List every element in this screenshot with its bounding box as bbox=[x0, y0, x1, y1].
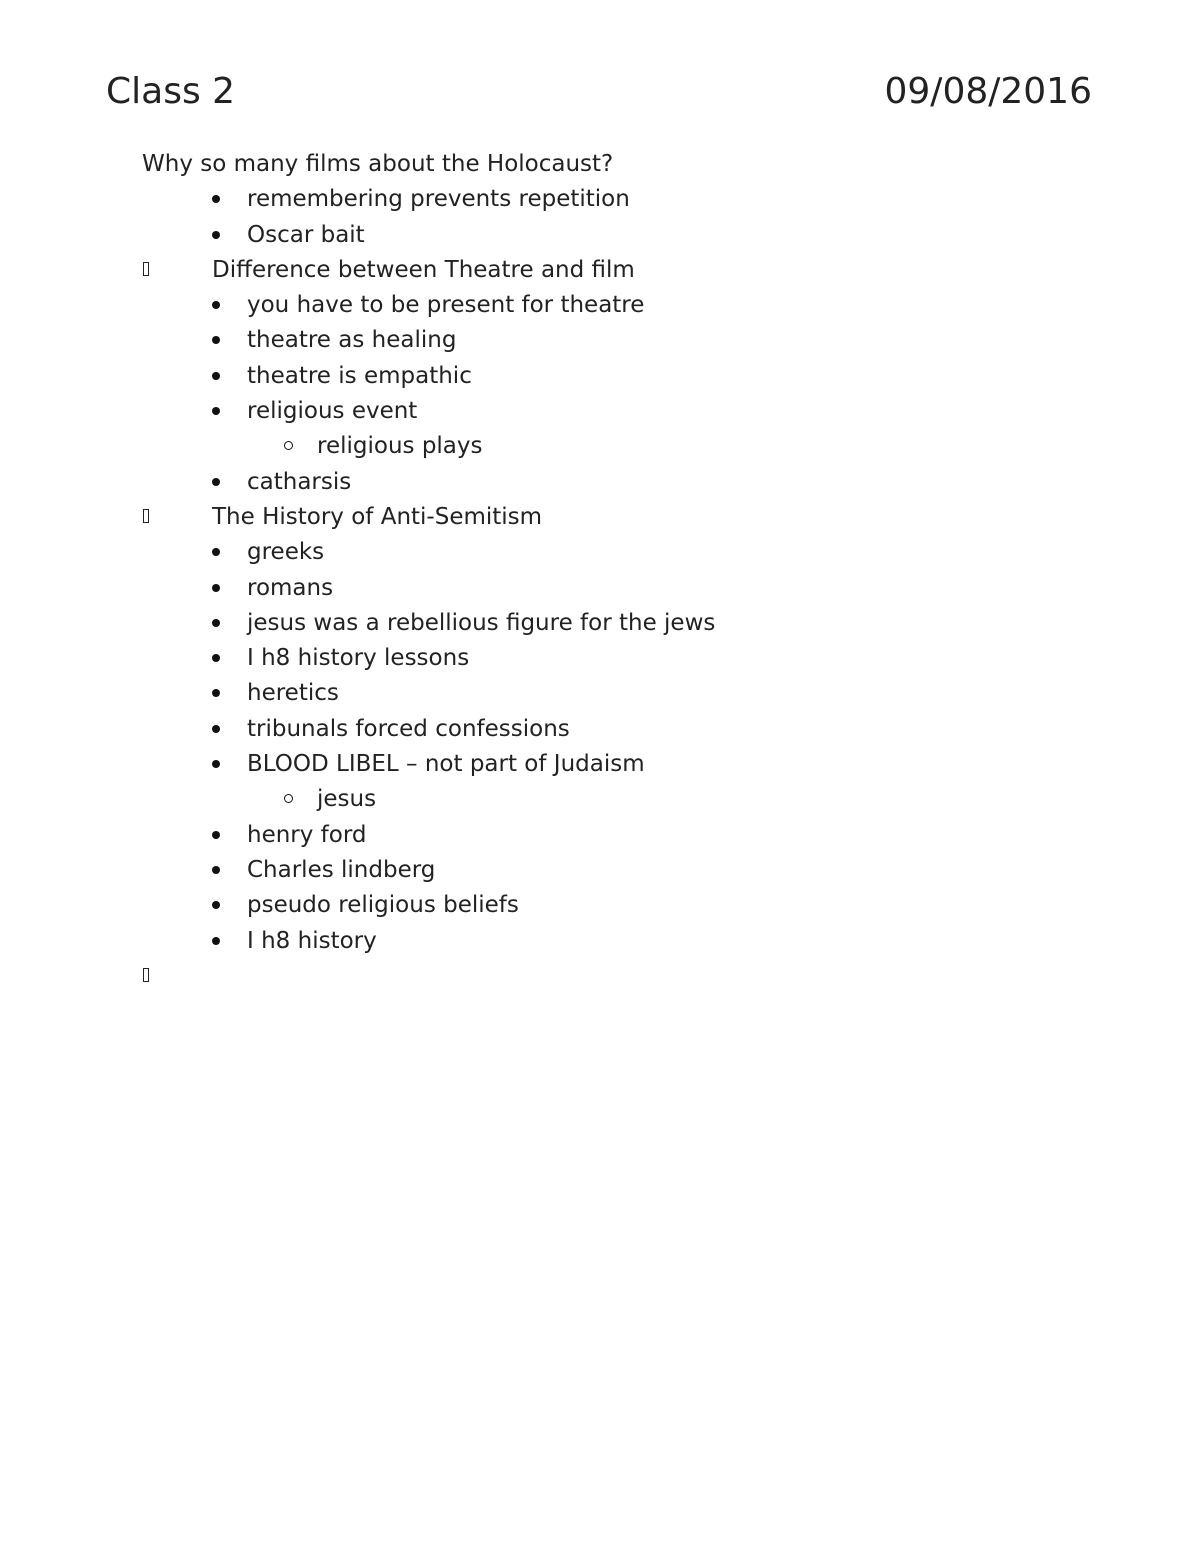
bullet-icon bbox=[212, 866, 220, 874]
bullet-icon bbox=[212, 760, 220, 768]
list-item-text: tribunals forced confessions bbox=[247, 715, 570, 742]
bullet-icon bbox=[212, 937, 220, 945]
bullet-icon bbox=[212, 372, 220, 380]
list-item-text: Charles lindberg bbox=[247, 856, 436, 883]
list-item bbox=[0, 853, 1200, 888]
list-item bbox=[0, 712, 1200, 747]
list-item bbox=[0, 888, 1200, 923]
list-item bbox=[0, 500, 1200, 535]
bullet-icon bbox=[212, 901, 220, 909]
list-item-text: pseudo religious beliefs bbox=[247, 892, 519, 919]
bullet-icon bbox=[212, 689, 220, 697]
missing-glyph-icon bbox=[143, 509, 149, 523]
list-item bbox=[0, 394, 1200, 429]
bullet-icon bbox=[212, 231, 220, 239]
list-item bbox=[0, 535, 1200, 570]
list-item bbox=[0, 147, 1200, 182]
list-item bbox=[0, 924, 1200, 959]
list-item-text: Difference between Theatre and film bbox=[212, 256, 635, 283]
list-item-text: jesus was a rebellious figure for the jews bbox=[247, 609, 716, 636]
hollow-bullet-icon bbox=[284, 794, 293, 803]
list-item-text: catharsis bbox=[247, 468, 352, 495]
bullet-icon bbox=[212, 336, 220, 344]
list-item bbox=[0, 323, 1200, 358]
list-item bbox=[0, 959, 1200, 994]
bullet-icon bbox=[212, 548, 220, 556]
bullet-icon bbox=[212, 301, 220, 309]
bullet-icon bbox=[212, 478, 220, 486]
list-item-text: Why so many films about the Holocaust? bbox=[142, 151, 614, 177]
bullet-icon bbox=[212, 584, 220, 592]
list-item-text: I h8 history bbox=[247, 927, 377, 954]
list-item bbox=[0, 818, 1200, 853]
list-item-text: you have to be present for theatre bbox=[247, 292, 645, 319]
list-item bbox=[0, 641, 1200, 676]
bullet-icon bbox=[212, 195, 220, 203]
missing-glyph-icon bbox=[143, 262, 149, 276]
hollow-bullet-icon bbox=[284, 441, 293, 450]
list-item-text: romans bbox=[247, 574, 334, 601]
list-item-text: heretics bbox=[247, 680, 339, 707]
notes-list bbox=[0, 147, 1200, 994]
list-item-text: greeks bbox=[247, 539, 325, 566]
list-item bbox=[0, 182, 1200, 217]
list-item bbox=[0, 218, 1200, 253]
list-item-text: BLOOD LIBEL – not part of Judaism bbox=[247, 751, 645, 778]
list-item bbox=[0, 465, 1200, 500]
bullet-icon bbox=[212, 407, 220, 415]
list-item-text: The History of Anti-Semitism bbox=[212, 503, 543, 530]
list-item bbox=[0, 288, 1200, 323]
bullet-icon bbox=[212, 725, 220, 733]
bullet-icon bbox=[212, 654, 220, 662]
list-item bbox=[0, 676, 1200, 711]
list-item-text: theatre as healing bbox=[247, 327, 457, 354]
list-item bbox=[0, 359, 1200, 394]
list-item-text: henry ford bbox=[247, 821, 367, 848]
list-item bbox=[0, 571, 1200, 606]
page-date: 09/08/2016 bbox=[884, 71, 1092, 112]
list-item bbox=[0, 429, 1200, 464]
list-item-text: religious event bbox=[247, 398, 418, 425]
list-item bbox=[0, 782, 1200, 817]
list-item-text: Oscar bait bbox=[247, 221, 365, 248]
bullet-icon bbox=[212, 831, 220, 839]
missing-glyph-icon bbox=[143, 968, 149, 982]
list-item-text: religious plays bbox=[317, 433, 483, 460]
list-item bbox=[0, 253, 1200, 288]
list-item-text: I h8 history lessons bbox=[247, 645, 470, 672]
list-item bbox=[0, 606, 1200, 641]
page-title: Class 2 bbox=[106, 71, 236, 112]
list-item-text: theatre is empathic bbox=[247, 362, 472, 389]
bullet-icon bbox=[212, 619, 220, 627]
list-item bbox=[0, 747, 1200, 782]
list-item-text: remembering prevents repetition bbox=[247, 186, 630, 213]
list-item-text: jesus bbox=[317, 786, 377, 813]
